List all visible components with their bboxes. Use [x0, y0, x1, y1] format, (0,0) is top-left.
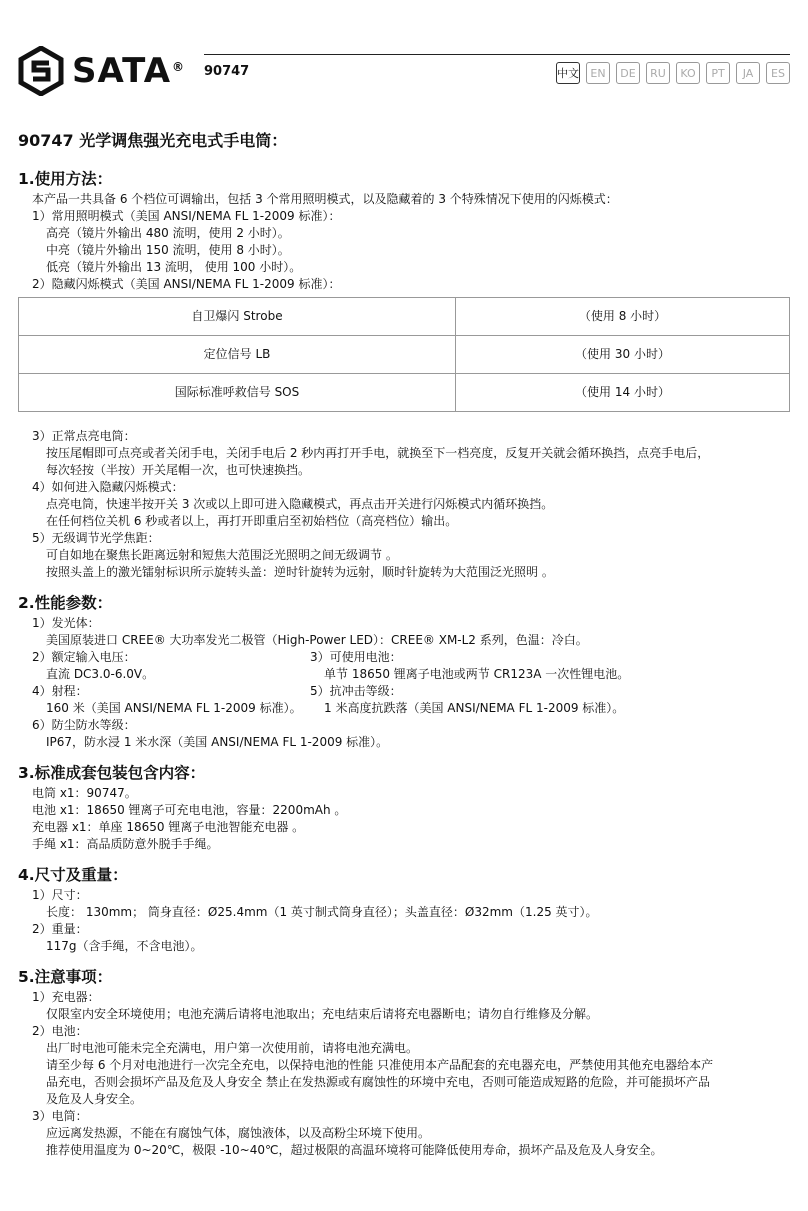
package-item: 电池 x1：18650 锂离子可充电电池，容量：2200mAh 。	[32, 803, 347, 817]
section-notes-title: 5.注意事项：	[18, 968, 113, 986]
notes-item-1: 1）充电器：	[32, 990, 100, 1004]
mode-cell: 国际标准呼救信号 SOS	[19, 374, 456, 412]
dimensions-item-1a: 长度： 130mm； 筒身直径：Ø25.4mm（1 英寸制式筒身直径）；头盖直径：Ø32mm（1.25 英寸）。	[46, 905, 598, 919]
model-number: 90747	[204, 64, 250, 79]
sata-logo-icon	[18, 46, 64, 96]
lang-en-button[interactable]: EN	[586, 62, 610, 84]
dimensions-item-2: 2）重量：	[32, 922, 88, 936]
section-specs-title: 2.性能参数：	[18, 594, 113, 612]
lang-ru-button[interactable]: RU	[646, 62, 670, 84]
usage-item-4a: 点亮电筒，快速半按开关 3 次或以上即可进入隐藏模式，再点击开关进行闪烁模式内循环换挡。	[46, 497, 554, 511]
time-cell: （使用 8 小时）	[456, 298, 790, 336]
notes-item-3a: 应远离发热源，不能在有腐蚀气体，腐蚀液体，以及高粉尘环境下使用。	[46, 1126, 431, 1140]
usage-item-1: 1）常用照明模式（美国 ANSI/NEMA FL 1-2009 标准）：	[32, 209, 341, 223]
table-row	[19, 336, 790, 374]
usage-item-5: 5）无级调节光学焦距：	[32, 531, 160, 545]
section-dimensions-title: 4.尺寸及重量：	[18, 866, 128, 884]
table-row	[19, 298, 790, 336]
usage-item-5b: 按照头盖上的激光镭射标识所示旋转头盖：逆时针旋转为远射，顺时针旋转为大范围泛光照明 。	[46, 565, 554, 579]
notes-item-2c: 品充电，否则会损坏产品及危及人身安全 禁止在发热源或有腐蚀性的环境中充电，否则可能造成短路的危险，并可能损坏产品	[46, 1075, 710, 1089]
usage-intro: 本产品一共具备 6 个档位可调输出，包括 3 个常用照明模式，以及隐藏着的 3 个特殊情况下使用的闪烁模式：	[32, 192, 618, 206]
specs-row	[18, 649, 790, 683]
lang-es-button[interactable]: ES	[766, 62, 790, 84]
lang-pt-button[interactable]: PT	[706, 62, 730, 84]
usage-item-1c: 低亮（镜片外输出 13 流明， 使用 100 小时）。	[46, 260, 302, 274]
notes-item-2b: 请至少每 6 个月对电池进行一次完全充电，以保持电池的性能 只准使用本产品配套的充电器充电，严禁使用其他充电器给本产	[46, 1058, 714, 1072]
usage-item-3: 3）正常点亮电筒：	[32, 429, 136, 443]
specs-item-4a: 160 米（美国 ANSI/NEMA FL 1-2009 标准）。	[46, 701, 302, 715]
specs-item-5a: 1 米高度抗跌落（美国 ANSI/NEMA FL 1-2009 标准）。	[324, 701, 625, 715]
lang-ja-button[interactable]: JA	[736, 62, 760, 84]
language-selector	[556, 62, 790, 84]
lang-zh-button[interactable]: 中文	[556, 62, 580, 84]
specs-item-3a: 单节 18650 锂离子电池或两节 CR123A 一次性锂电池。	[324, 667, 630, 681]
brand-logo	[18, 46, 184, 96]
notes-item-2: 2）电池：	[32, 1024, 88, 1038]
lang-de-button[interactable]: DE	[616, 62, 640, 84]
section-package-title: 3.标准成套包装包含内容：	[18, 764, 206, 782]
usage-item-1a: 高亮（镜片外输出 480 流明，使用 2 小时）。	[46, 226, 290, 240]
document-title: 90747 光学调焦强光充电式手电筒：	[18, 131, 288, 150]
specs-item-1a: 美国原装进口 CREE® 大功率发光二极管（High-Power LED）：CREE® XM-L2 系列，色温：冷白。	[46, 633, 588, 647]
brand-name: SATA	[72, 51, 172, 91]
registered-mark: ®	[172, 60, 185, 74]
specs-item-6: 6）防尘防水等级：	[32, 718, 136, 732]
dimensions-item-2a: 117g（含手绳，不含电池）。	[46, 939, 203, 953]
specs-item-4: 4）射程：	[32, 684, 88, 698]
notes-item-2a: 出厂时电池可能未完全充满电，用户第一次使用前，请将电池充满电。	[46, 1041, 419, 1055]
specs-item-2: 2）额定输入电压：	[32, 650, 136, 664]
mode-cell: 定位信号 LB	[19, 336, 456, 374]
usage-item-2: 2）隐藏闪烁模式（美国 ANSI/NEMA FL 1-2009 标准）：	[32, 277, 341, 291]
flash-mode-table	[18, 297, 790, 412]
usage-item-5a: 可自如地在聚焦长距离远射和短焦大范围泛光照明之间无级调节 。	[46, 548, 398, 562]
header	[18, 44, 790, 98]
table-row	[19, 374, 790, 412]
time-cell: （使用 14 小时）	[456, 374, 790, 412]
time-cell: （使用 30 小时）	[456, 336, 790, 374]
usage-item-3b: 每次轻按（半按）开关尾帽一次，也可快速换挡。	[46, 463, 311, 477]
package-item: 充电器 x1：单座 18650 锂离子电池智能充电器 。	[32, 820, 305, 834]
notes-item-2d: 及危及人身安全。	[46, 1092, 143, 1106]
specs-item-1: 1）发光体：	[32, 616, 100, 630]
specs-item-2a: 直流 DC3.0-6.0V。	[46, 667, 155, 681]
specs-item-3: 3）可使用电池：	[310, 650, 402, 664]
dimensions-item-1: 1）尺寸：	[32, 888, 88, 902]
notes-item-3: 3）电筒：	[32, 1109, 88, 1123]
section-usage-title: 1.使用方法：	[18, 170, 113, 188]
mode-cell: 自卫爆闪 Strobe	[19, 298, 456, 336]
usage-item-1b: 中亮（镜片外输出 150 流明，使用 8 小时）。	[46, 243, 290, 257]
package-item: 电筒 x1：90747。	[32, 786, 137, 800]
header-rule	[204, 54, 790, 55]
usage-item-4: 4）如何进入隐藏闪烁模式：	[32, 480, 184, 494]
lang-ko-button[interactable]: KO	[676, 62, 700, 84]
document-body	[18, 132, 790, 1159]
specs-item-5: 5）抗冲击等级：	[310, 684, 402, 698]
usage-item-3a: 按压尾帽即可点亮或者关闭手电，关闭手电后 2 秒内再打开手电，就换至下一档亮度，反复开关就会循环换挡，点亮手电后，	[46, 446, 710, 460]
specs-row	[18, 683, 790, 717]
usage-item-4b: 在任何档位关机 6 秒或者以上，再打开即重启至初始档位（高亮档位）输出。	[46, 514, 458, 528]
notes-item-1a: 仅限室内安全环境使用；电池充满后请将电池取出；充电结束后请将充电器断电；请勿自行维修及分解。	[46, 1007, 599, 1021]
package-item: 手绳 x1：高品质防意外脱手手绳。	[32, 837, 219, 851]
notes-item-3b: 推荐使用温度为 0~20℃，极限 -10~40℃，超过极限的高温环境将可能降低使用寿命，损坏产品及危及人身安全。	[46, 1143, 663, 1157]
specs-item-6a: IP67，防水浸 1 米水深（美国 ANSI/NEMA FL 1-2009 标准）。	[46, 735, 389, 749]
